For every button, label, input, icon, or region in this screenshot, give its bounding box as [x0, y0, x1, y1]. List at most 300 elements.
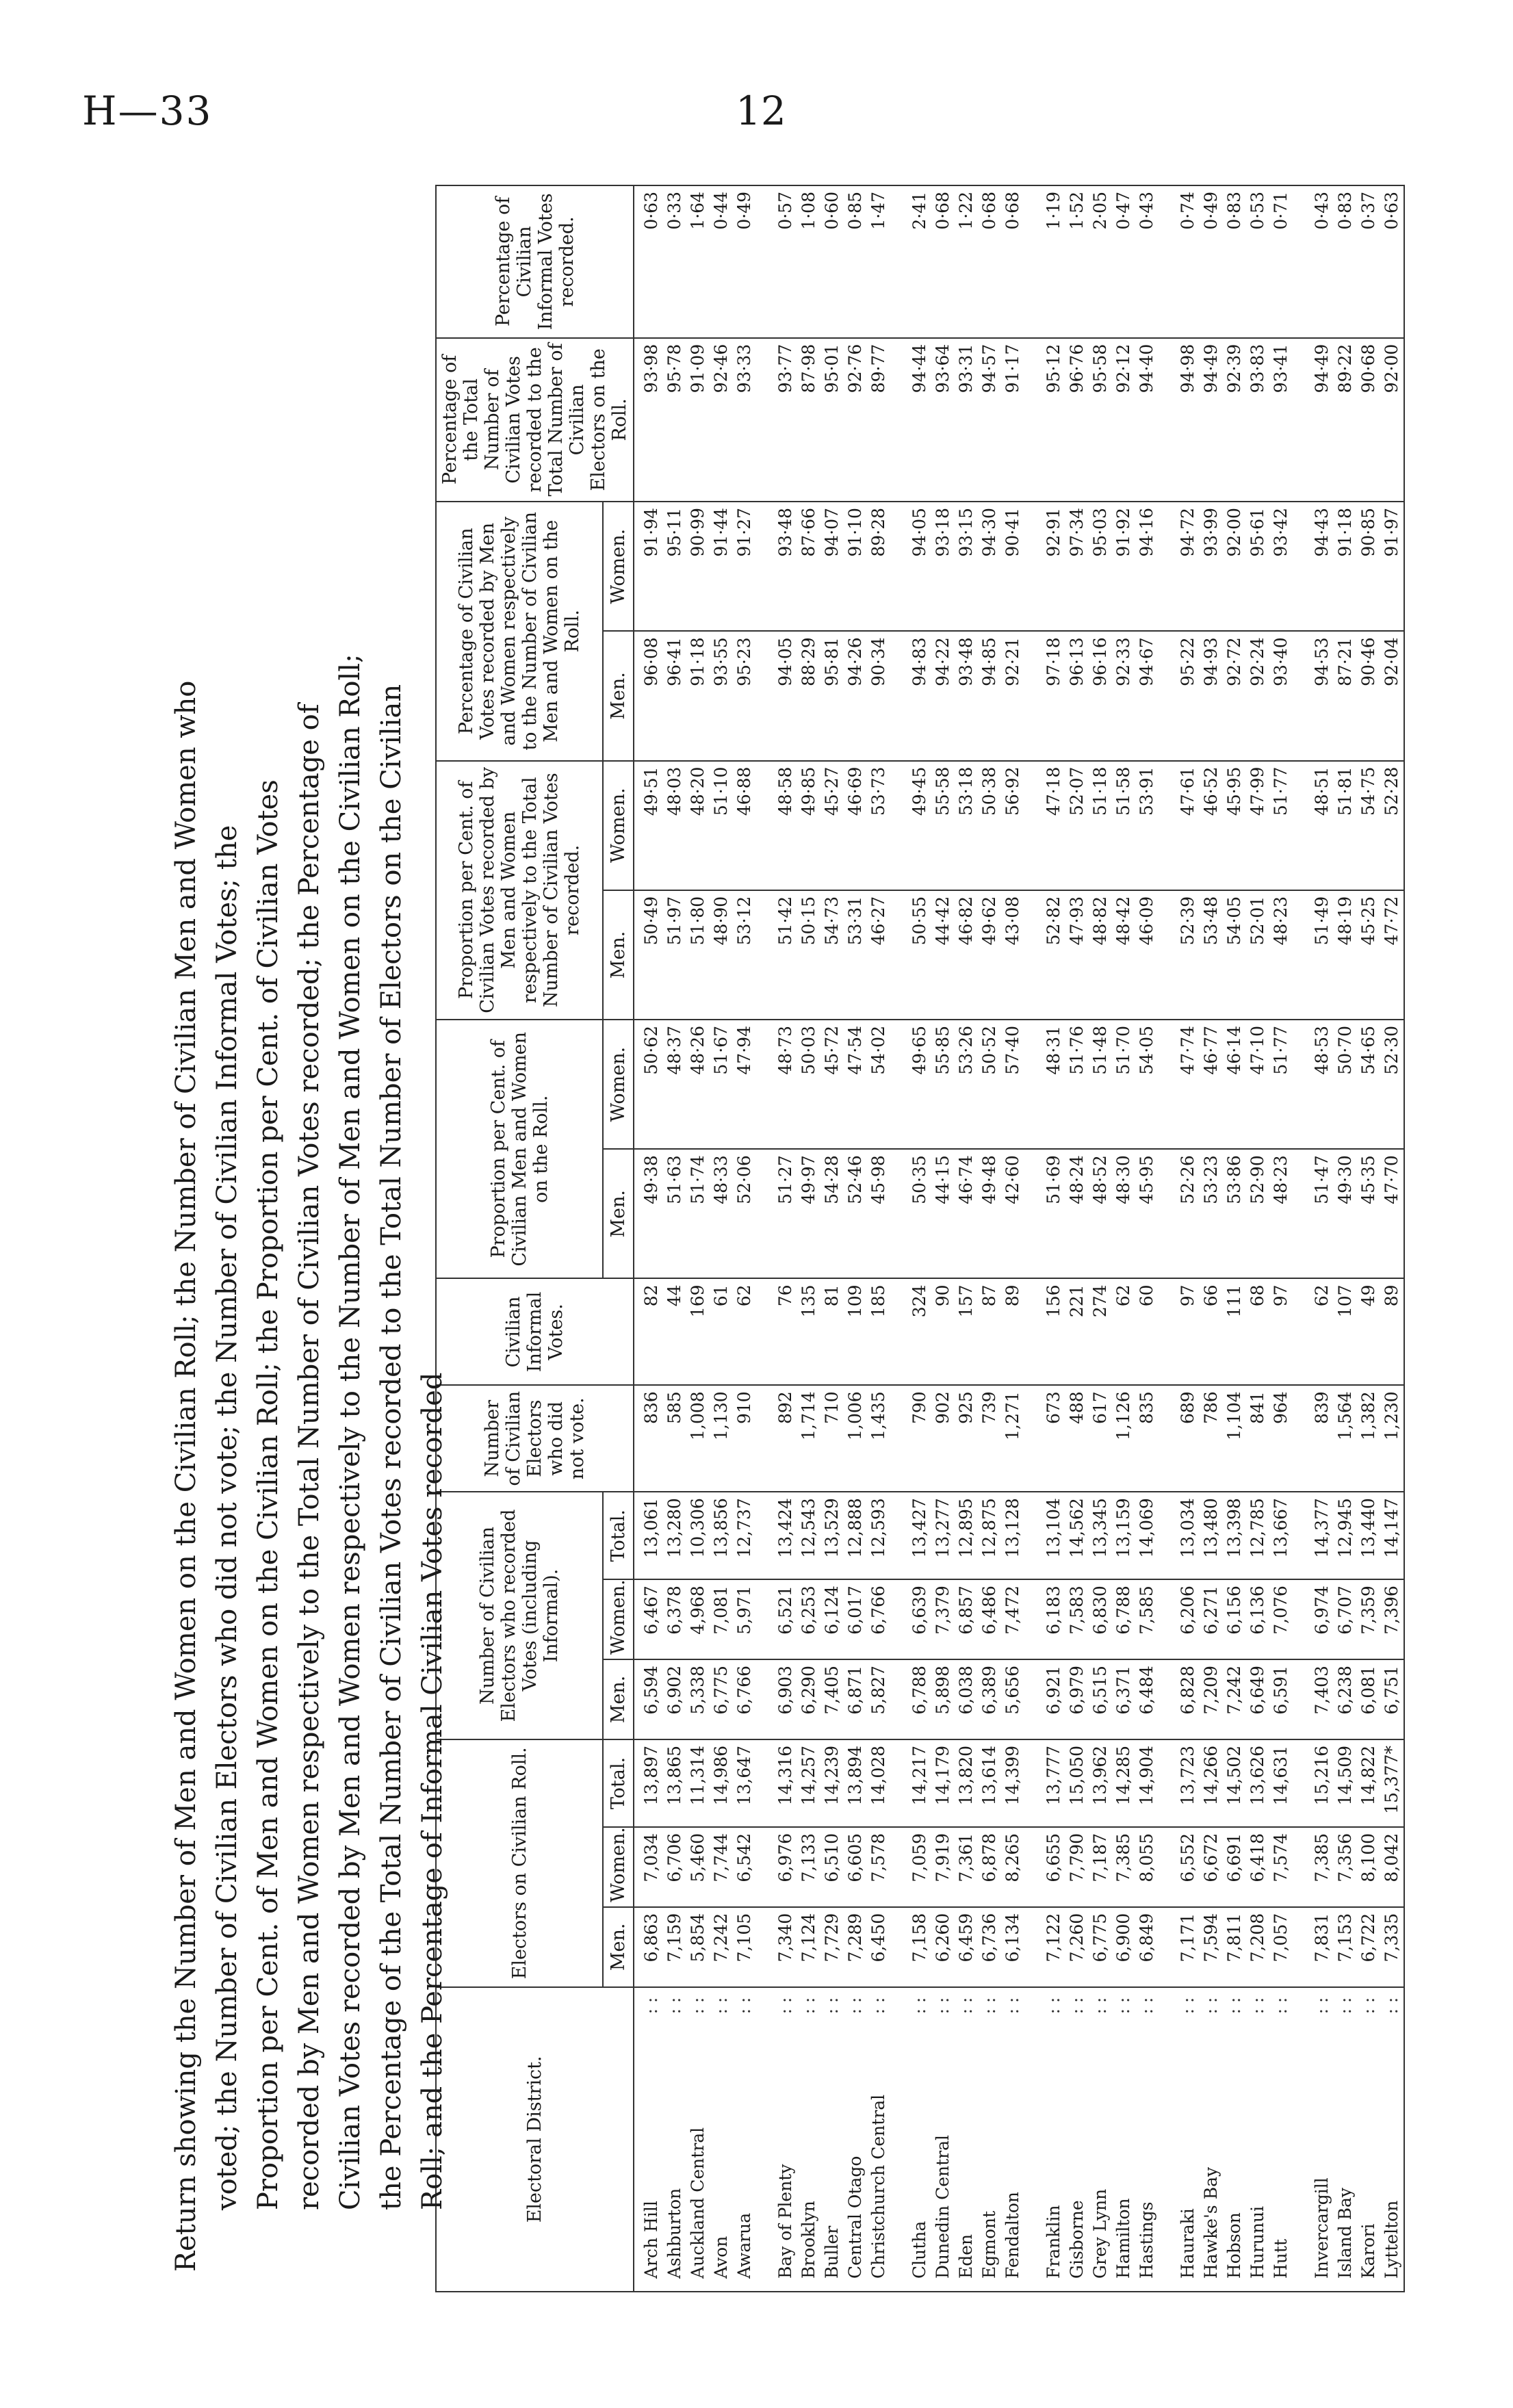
value-cell: 90·46 [1357, 631, 1380, 760]
district-name: Bay of Plenty [775, 2164, 795, 2279]
value-cell: 7,159 [663, 1907, 686, 1987]
return-table [435, 185, 1405, 2292]
leader-dots: : : [1137, 1997, 1156, 2015]
spacer-cell [1024, 631, 1042, 760]
spacer-cell [1024, 1385, 1042, 1492]
value-cell: 13,667 [1269, 1492, 1293, 1579]
district-name: Auckland Central [688, 2127, 708, 2279]
value-cell: 52·90 [1246, 1149, 1269, 1278]
value-cell: 94·22 [931, 631, 955, 760]
value-cell: 62 [733, 1278, 756, 1385]
table-row [774, 185, 797, 2292]
subheader-men: Men. [603, 1659, 634, 1739]
value-cell: 94·53 [1310, 631, 1334, 760]
value-cell: 48·24 [1065, 1149, 1089, 1278]
district-name: Buller [822, 2225, 842, 2279]
spacer-cell [1293, 338, 1310, 502]
value-cell: 7,187 [1089, 1827, 1112, 1907]
value-cell: 0·57 [774, 185, 797, 338]
value-cell: 839 [1310, 1385, 1334, 1492]
value-cell: 97·18 [1042, 631, 1065, 760]
value-cell: 56·92 [1001, 761, 1024, 890]
value-cell: 89·77 [867, 338, 890, 502]
value-cell: 2·41 [908, 185, 931, 338]
value-cell: 7,076 [1269, 1579, 1293, 1659]
spacer-cell [1024, 890, 1042, 1020]
table-row [1334, 185, 1357, 2292]
value-cell: 7,356 [1334, 1827, 1357, 1907]
value-cell: 14,502 [1223, 1739, 1246, 1827]
spacer-cell [1024, 1987, 1042, 2292]
value-cell: 76 [774, 1278, 797, 1385]
value-cell: 6,605 [844, 1827, 867, 1907]
value-cell: 94·05 [908, 502, 931, 631]
value-cell: 60 [1135, 1278, 1159, 1385]
value-cell: 6,136 [1246, 1579, 1269, 1659]
value-cell: 673 [1042, 1385, 1065, 1492]
value-cell: 49·62 [978, 890, 1001, 1020]
district-cell [797, 1987, 820, 2292]
value-cell: 964 [1269, 1385, 1293, 1492]
value-cell: 7,105 [733, 1907, 756, 1987]
value-cell: 93·40 [1269, 631, 1293, 760]
value-cell: 13,280 [663, 1492, 686, 1579]
header-electors-roll: Electors on Civilian Roll. [436, 1739, 603, 1987]
value-cell: 6,418 [1246, 1827, 1269, 1907]
value-cell: 6,649 [1246, 1659, 1269, 1739]
spacer-cell [890, 1278, 908, 1385]
value-cell: 51·48 [1089, 1020, 1112, 1149]
leader-dots: : : [1224, 1997, 1244, 2015]
value-cell: 54·73 [820, 890, 844, 1020]
value-cell: 0·68 [931, 185, 955, 338]
subheader-women: Women. [603, 1020, 634, 1149]
value-cell: 12,875 [978, 1492, 1001, 1579]
value-cell: 892 [774, 1385, 797, 1492]
value-cell: 92·24 [1246, 631, 1269, 760]
value-cell: 90 [931, 1278, 955, 1385]
spacer-cell [1293, 1907, 1310, 1987]
value-cell: 7,405 [820, 1659, 844, 1739]
district-name: Grey Lynn [1090, 2188, 1110, 2279]
value-cell: 13,777 [1042, 1739, 1065, 1827]
value-cell: 92·39 [1223, 338, 1246, 502]
value-cell: 94·85 [978, 631, 1001, 760]
value-cell: 6,081 [1357, 1659, 1380, 1739]
subheader-men: Men. [603, 1907, 634, 1987]
value-cell: 93·18 [931, 502, 955, 631]
value-cell: 51·81 [1334, 761, 1357, 890]
value-cell: 7,124 [797, 1907, 820, 1987]
spacer-cell [756, 1907, 774, 1987]
value-cell: 94·05 [774, 631, 797, 760]
value-cell: 95·58 [1089, 338, 1112, 502]
value-cell: 51·10 [710, 761, 733, 890]
value-cell: 55·85 [931, 1020, 955, 1149]
value-cell: 92·91 [1042, 502, 1065, 631]
subheader-men: Men. [603, 890, 634, 1020]
value-cell: 54·28 [820, 1149, 844, 1278]
value-cell: 6,515 [1089, 1659, 1112, 1739]
leader-dots: : : [1271, 1997, 1291, 2015]
page-reference: H—33 [82, 88, 213, 134]
spacer-cell [890, 1492, 908, 1579]
district-cell [1269, 1987, 1293, 2292]
table-row [978, 185, 1001, 2292]
value-cell: 7,403 [1310, 1659, 1334, 1739]
value-cell: 1,008 [686, 1385, 710, 1492]
spacer-cell [1293, 761, 1310, 890]
value-cell: 14,562 [1065, 1492, 1089, 1579]
header-proportion-roll: Proportion per Cent. of Civilian Men and Women on the Roll. [436, 1020, 603, 1278]
value-cell: 6,486 [978, 1579, 1001, 1659]
spacer-cell [756, 1659, 774, 1739]
district-name: Arch Hill [641, 2201, 661, 2279]
value-cell: 47·93 [1065, 890, 1089, 1020]
district-name: Christchurch Central [868, 2094, 888, 2279]
value-cell: 96·41 [663, 631, 686, 760]
value-cell: 49·30 [1334, 1149, 1357, 1278]
value-cell: 50·15 [797, 890, 820, 1020]
value-cell: 902 [931, 1385, 955, 1492]
value-cell: 48·52 [1089, 1149, 1112, 1278]
value-cell: 6,459 [955, 1907, 978, 1987]
spacer-cell [756, 1987, 774, 2292]
spacer-cell [1293, 502, 1310, 631]
district-cell [1065, 1987, 1089, 2292]
value-cell: 13,128 [1001, 1492, 1024, 1579]
value-cell: 4,968 [686, 1579, 710, 1659]
value-cell: 1,230 [1380, 1385, 1404, 1492]
spacer-cell [1293, 631, 1310, 760]
value-cell: 51·58 [1112, 761, 1135, 890]
district-cell [1112, 1987, 1135, 2292]
value-cell: 8,055 [1135, 1827, 1159, 1907]
value-cell: 910 [733, 1385, 756, 1492]
value-cell: 95·78 [663, 338, 686, 502]
spacer-cell [1159, 1492, 1176, 1579]
group-spacer [1293, 185, 1310, 2292]
value-cell: 7,583 [1065, 1579, 1089, 1659]
value-cell: 48·90 [710, 890, 733, 1020]
spacer-cell [1293, 1278, 1310, 1385]
value-cell: 90·68 [1357, 338, 1380, 502]
value-cell: 14,069 [1135, 1492, 1159, 1579]
value-cell: 94·93 [1200, 631, 1223, 760]
value-cell: 51·27 [774, 1149, 797, 1278]
district-name: Franklin [1044, 2205, 1063, 2279]
value-cell: 14,316 [774, 1739, 797, 1827]
value-cell: 46·82 [955, 890, 978, 1020]
value-cell: 55·58 [931, 761, 955, 890]
value-cell: 54·02 [867, 1020, 890, 1149]
district-name: Central Otago [845, 2155, 865, 2279]
title-line: voted; the Number of Civilian Electors who did not vote; the Number of Civilian Informal Votes; the [211, 825, 243, 2210]
subheader-total: Total. [603, 1739, 634, 1827]
value-cell: 6,290 [797, 1659, 820, 1739]
spacer-cell [756, 1385, 774, 1492]
table-row [844, 185, 867, 2292]
leader-dots: : : [775, 1997, 795, 2015]
value-cell: 6,156 [1223, 1579, 1246, 1659]
value-cell: 15,216 [1310, 1739, 1334, 1827]
value-cell: 12,785 [1246, 1492, 1269, 1579]
spacer-cell [890, 631, 908, 760]
value-cell: 14,399 [1001, 1739, 1024, 1827]
value-cell: 6,521 [774, 1579, 797, 1659]
spacer-cell [756, 1739, 774, 1827]
value-cell: 51·69 [1042, 1149, 1065, 1278]
value-cell: 87·98 [797, 338, 820, 502]
group-spacer [1024, 185, 1042, 2292]
value-cell: 7,289 [844, 1907, 867, 1987]
value-cell: 8,265 [1001, 1827, 1024, 1907]
district-cell [1357, 1987, 1380, 2292]
value-cell: 46·14 [1223, 1020, 1246, 1149]
value-cell: 14,239 [820, 1739, 844, 1827]
leader-dots: : : [711, 1997, 731, 2015]
value-cell: 91·44 [710, 502, 733, 631]
value-cell: 1,382 [1357, 1385, 1380, 1492]
value-cell: 46·09 [1135, 890, 1159, 1020]
value-cell: 0·49 [1200, 185, 1223, 338]
spacer-cell [1024, 1278, 1042, 1385]
value-cell: 14,257 [797, 1739, 820, 1827]
header-informal-votes: Civilian Informal Votes. [436, 1278, 634, 1385]
leader-dots: : : [1113, 1997, 1133, 2015]
spacer-cell [1159, 1579, 1176, 1659]
value-cell: 51·18 [1089, 761, 1112, 890]
value-cell: 6,878 [978, 1827, 1001, 1907]
header-did-not-vote: Number of Civilian Electors who did not vote. [436, 1385, 634, 1492]
value-cell: 1,714 [797, 1385, 820, 1492]
value-cell: 89·22 [1334, 338, 1357, 502]
value-cell: 7,379 [931, 1579, 955, 1659]
value-cell: 94·26 [844, 631, 867, 760]
spacer-cell [890, 1579, 908, 1659]
value-cell: 48·51 [1310, 761, 1334, 890]
value-cell: 6,707 [1334, 1579, 1357, 1659]
value-cell: 13,529 [820, 1492, 844, 1579]
value-cell: 0·33 [663, 185, 686, 338]
value-cell: 48·33 [710, 1149, 733, 1278]
value-cell: 13,034 [1176, 1492, 1200, 1579]
value-cell: 6,253 [797, 1579, 820, 1659]
value-cell: 51·80 [686, 890, 710, 1020]
value-cell: 47·10 [1246, 1020, 1269, 1149]
value-cell: 13,480 [1200, 1492, 1223, 1579]
value-cell: 94·43 [1310, 502, 1334, 631]
district-name: Egmont [979, 2210, 999, 2279]
value-cell: 52·30 [1380, 1020, 1404, 1149]
value-cell: 5,460 [686, 1827, 710, 1907]
spacer-cell [1159, 1987, 1176, 2292]
value-cell: 0·53 [1246, 185, 1269, 338]
value-cell: 90·34 [867, 631, 890, 760]
value-cell: 7,081 [710, 1579, 733, 1659]
value-cell: 96·08 [634, 631, 663, 760]
spacer-cell [1024, 1907, 1042, 1987]
leader-dots: : : [1201, 1997, 1221, 2015]
value-cell: 13,614 [978, 1739, 1001, 1827]
table-row [1246, 185, 1269, 2292]
district-cell [710, 1987, 733, 2292]
value-cell: 62 [1112, 1278, 1135, 1385]
value-cell: 14,285 [1112, 1739, 1135, 1827]
value-cell: 88·29 [797, 631, 820, 760]
district-name: Brooklyn [799, 2201, 818, 2279]
spacer-cell [1293, 185, 1310, 338]
header-recorded-votes: Number of Civilian Electors who recorded Votes (including Informal). [436, 1492, 603, 1739]
value-cell: 13,398 [1223, 1492, 1246, 1579]
value-cell: 50·38 [978, 761, 1001, 890]
value-cell: 0·37 [1357, 185, 1380, 338]
value-cell: 7,242 [1223, 1659, 1246, 1739]
value-cell: 53·26 [955, 1020, 978, 1149]
value-cell: 14,028 [867, 1739, 890, 1827]
value-cell: 53·23 [1200, 1149, 1223, 1278]
spacer-cell [1159, 1659, 1176, 1739]
header-percentage-votes: Percentage of Civilian Votes recorded by Men and Women respectively to the Number of Civilian Men and Women on the Roll. [436, 502, 603, 760]
spacer-cell [890, 890, 908, 1020]
value-cell: 6,594 [634, 1659, 663, 1739]
value-cell: 6,766 [733, 1659, 756, 1739]
value-cell: 92·76 [844, 338, 867, 502]
spacer-cell [1159, 338, 1176, 502]
value-cell: 6,979 [1065, 1659, 1089, 1739]
value-cell: 0·63 [634, 185, 663, 338]
value-cell: 1,006 [844, 1385, 867, 1492]
spacer-cell [1293, 1579, 1310, 1659]
spacer-cell [1024, 1659, 1042, 1739]
table-row [1200, 185, 1223, 2292]
value-cell: 53·86 [1223, 1149, 1246, 1278]
value-cell: 6,484 [1135, 1659, 1159, 1739]
value-cell: 0·68 [1001, 185, 1024, 338]
spacer-cell [890, 502, 908, 631]
value-cell: 44 [663, 1278, 686, 1385]
value-cell: 96·76 [1065, 338, 1089, 502]
value-cell: 52·07 [1065, 761, 1089, 890]
spacer-cell [1293, 1987, 1310, 2292]
value-cell: 0·74 [1176, 185, 1200, 338]
value-cell: 15,050 [1065, 1739, 1089, 1827]
district-cell [867, 1987, 890, 2292]
district-name: Karori [1358, 2223, 1378, 2279]
subheader-women: Women. [603, 1827, 634, 1907]
value-cell: 739 [978, 1385, 1001, 1492]
district-name: Hamilton [1113, 2198, 1133, 2279]
value-cell: 48·58 [774, 761, 797, 890]
value-cell: 93·41 [1269, 338, 1293, 502]
rotated-page-content [151, 185, 1451, 2292]
title-line: Return showing the Number of Men and Women on the Civilian Roll; the Number of Civilian Men and Women who [170, 680, 202, 2272]
spacer-cell [1024, 185, 1042, 338]
leader-dots: : : [664, 1997, 684, 2015]
value-cell: 94·72 [1176, 502, 1200, 631]
value-cell: 52·28 [1380, 761, 1404, 890]
spacer-cell [890, 1739, 908, 1827]
leader-dots: : : [641, 1997, 661, 2015]
value-cell: 12,593 [867, 1492, 890, 1579]
value-cell: 7,133 [797, 1827, 820, 1907]
value-cell: 1·47 [867, 185, 890, 338]
district-name: Clutha [909, 2221, 929, 2279]
value-cell: 46·88 [733, 761, 756, 890]
value-cell: 689 [1176, 1385, 1200, 1492]
district-cell [820, 1987, 844, 2292]
value-cell: 47·18 [1042, 761, 1065, 890]
value-cell: 93·55 [710, 631, 733, 760]
value-cell: 81 [820, 1278, 844, 1385]
value-cell: 6,510 [820, 1827, 844, 1907]
value-cell: 6,371 [1112, 1659, 1135, 1739]
value-cell: 49·38 [634, 1149, 663, 1278]
value-cell: 156 [1042, 1278, 1065, 1385]
district-cell [1176, 1987, 1200, 2292]
value-cell: 89 [1380, 1278, 1404, 1385]
value-cell: 13,856 [710, 1492, 733, 1579]
value-cell: 97 [1176, 1278, 1200, 1385]
value-cell: 45·95 [1223, 761, 1246, 890]
value-cell: 6,775 [710, 1659, 733, 1739]
value-cell: 94·44 [908, 338, 931, 502]
value-cell: 92·33 [1112, 631, 1135, 760]
value-cell: 92·72 [1223, 631, 1246, 760]
leader-dots: : : [933, 1997, 953, 2015]
table-row [1357, 185, 1380, 2292]
value-cell: 96·16 [1089, 631, 1112, 760]
value-cell: 15,377* [1380, 1739, 1404, 1827]
value-cell: 94·49 [1200, 338, 1223, 502]
value-cell: 617 [1089, 1385, 1112, 1492]
value-cell: 93·64 [931, 338, 955, 502]
subheader-men: Men. [603, 1149, 634, 1278]
value-cell: 13,061 [634, 1492, 663, 1579]
value-cell: 52·39 [1176, 890, 1200, 1020]
value-cell: 94·49 [1310, 338, 1334, 502]
spacer-cell [756, 761, 774, 890]
value-cell: 7,574 [1269, 1827, 1293, 1907]
district-cell [1223, 1987, 1246, 2292]
value-cell: 48·23 [1269, 1149, 1293, 1278]
value-cell: 6,450 [867, 1907, 890, 1987]
page-number: 12 [736, 88, 786, 134]
value-cell: 0·83 [1334, 185, 1357, 338]
value-cell: 14,822 [1357, 1739, 1380, 1827]
district-cell [1334, 1987, 1357, 2292]
value-cell: 92·00 [1380, 338, 1404, 502]
district-cell [1042, 1987, 1065, 2292]
value-cell: 5,338 [686, 1659, 710, 1739]
value-cell: 14,147 [1380, 1492, 1404, 1579]
value-cell: 50·03 [797, 1020, 820, 1149]
spacer-cell [756, 1492, 774, 1579]
value-cell: 169 [686, 1278, 710, 1385]
spacer-cell [890, 761, 908, 890]
value-cell: 13,820 [955, 1739, 978, 1827]
value-cell: 48·53 [1310, 1020, 1334, 1149]
value-cell: 13,277 [931, 1492, 955, 1579]
table-row [1223, 185, 1246, 2292]
title-line: Proportion per Cent. of Men and Women on the Civilian Roll; the Proportion per Cent. of Civilian Votes [253, 779, 284, 2210]
spacer-cell [890, 1149, 908, 1278]
value-cell: 274 [1089, 1278, 1112, 1385]
spacer-cell [1293, 1492, 1310, 1579]
value-cell: 13,440 [1357, 1492, 1380, 1579]
value-cell: 53·91 [1135, 761, 1159, 890]
leader-dots: : : [1090, 1997, 1110, 2015]
